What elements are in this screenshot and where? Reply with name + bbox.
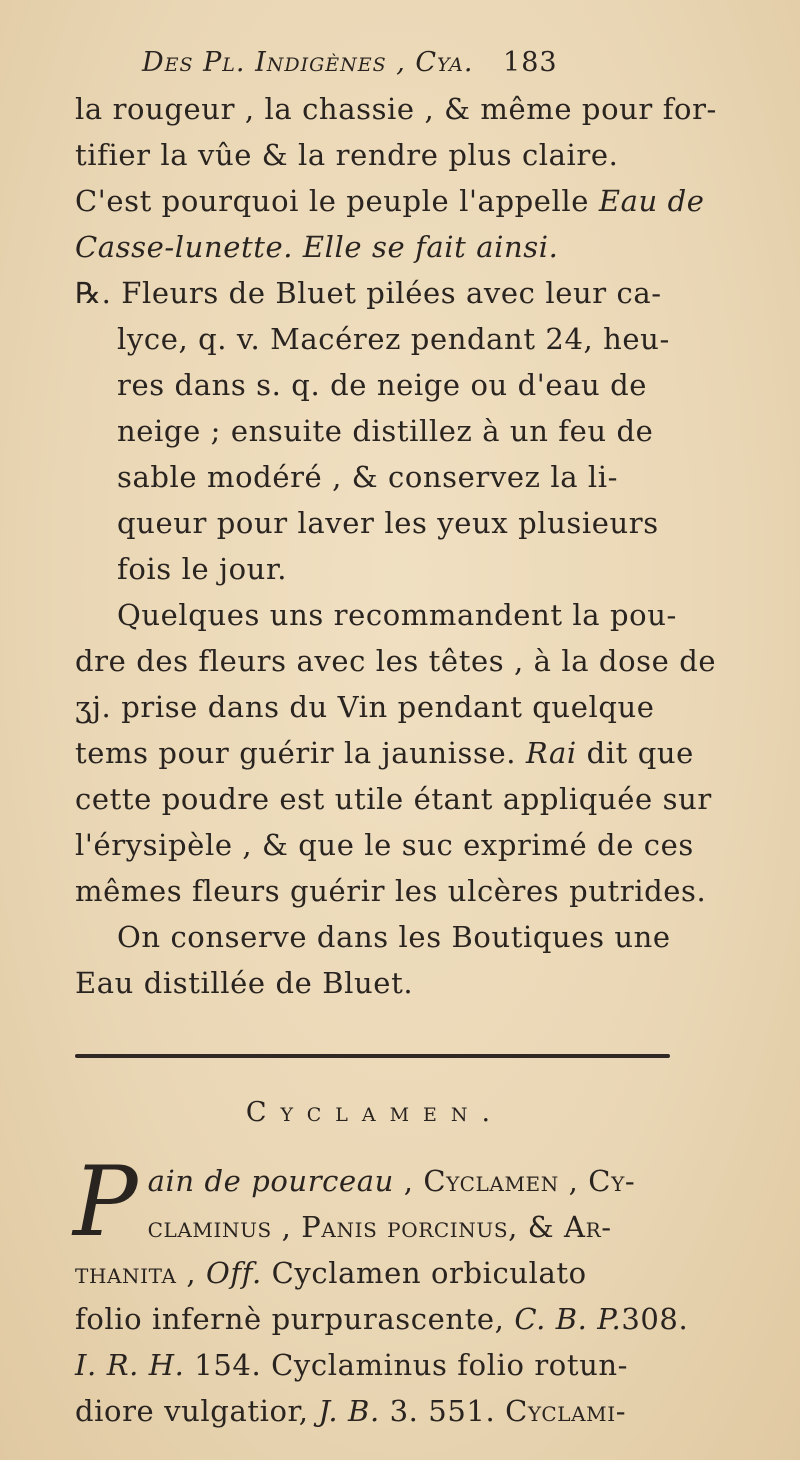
text-line-start: thanita , (75, 1256, 206, 1290)
plant-name: ain de pourceau (147, 1164, 394, 1198)
recipe-line: Fleurs de Bluet pilées avec leur ca- (121, 276, 662, 310)
text-line: mêmes fleurs guérir les ulcères putrides. (75, 874, 707, 908)
text-line-end: Cyclamen orbiculato (261, 1256, 587, 1290)
abbreviation: Off. (205, 1256, 262, 1290)
text-line (75, 1296, 689, 1342)
text-line (75, 1342, 675, 1388)
cyclamen-entry (73, 1146, 689, 1434)
citation: I. R. H. (75, 1348, 185, 1382)
citation: C. B. P. (514, 1302, 622, 1336)
recipe-line: neige ; ensuite distillez à un feu de (117, 414, 654, 448)
running-head (142, 40, 675, 86)
text-line: claminus , Panis porcinus, & Ar- (147, 1210, 612, 1244)
text-line (75, 1158, 675, 1204)
text-line: Eau distillée de Bluet. (75, 966, 414, 1000)
page-text (73, 40, 717, 1434)
text-line: tifier la vûe & la rendre plus claire. (75, 138, 619, 172)
text-line-start: folio infernè purpurascente, (75, 1302, 515, 1336)
text-line-start: tems pour guérir la jaunisse. (75, 736, 526, 770)
recipe-symbol: ℞. (75, 276, 112, 310)
paragraph-1 (75, 86, 717, 270)
section-title: Cyclamen. (245, 1097, 505, 1128)
recipe-line: res dans s. q. de neige ou d'eau de (117, 368, 648, 402)
recipe (75, 270, 675, 592)
recipe-line: sable modéré , & conservez la li- (117, 460, 619, 494)
text-line (75, 270, 675, 316)
text-line-end: , Cyclamen , Cy- (393, 1164, 636, 1198)
text-line (75, 1388, 675, 1434)
text-line: dre des fleurs avec les têtes , à la dose de (75, 644, 717, 678)
text-line: l'érysipèle , & que le suc exprimé de ces (75, 828, 694, 862)
text-line-start: C'est pourquoi le peuple l'appelle (75, 184, 599, 218)
text-line-end: 3. 551. Cyclami- (379, 1394, 627, 1428)
author-rai: Rai (525, 736, 577, 770)
paragraph-3 (75, 914, 675, 1006)
recipe-line: fois le jour. (117, 552, 288, 586)
text-line (75, 178, 705, 224)
citation: J. B. (318, 1394, 380, 1428)
text-line: cette poudre est utile étant appliquée sur (75, 782, 712, 816)
recipe-line: queur pour laver les yeux plusieurs (117, 506, 659, 540)
text-line-start: diore vulgatior, (75, 1394, 319, 1428)
text-line: On conserve dans les Boutiques une (117, 920, 671, 954)
text-line-end: 308. (621, 1302, 689, 1336)
text-line: ʒj. prise dans du Vin pendant quelque (75, 690, 655, 724)
text-line: Quelques uns recommandent la pou- (117, 598, 677, 632)
text-line-end: dit que (576, 736, 694, 770)
paragraph-2 (75, 592, 717, 914)
text-line (75, 1250, 675, 1296)
text-line: Casse-lunette. Elle se fait ainsi. (75, 230, 559, 264)
section-divider (75, 1054, 670, 1058)
page-number: 183 (503, 47, 558, 78)
drop-cap: P (73, 1146, 138, 1258)
text-line-end: 154. Cyclaminus folio rotun- (184, 1348, 629, 1382)
remedy-name: Eau de (598, 184, 705, 218)
text-line (75, 730, 694, 776)
text-line: la rougeur , la chassie , & même pour for- (75, 92, 717, 126)
running-head-title: Des Pl. Indigènes , Cya. (142, 47, 474, 78)
recipe-line: lyce, q. v. Macérez pendant 24, heu- (117, 322, 670, 356)
